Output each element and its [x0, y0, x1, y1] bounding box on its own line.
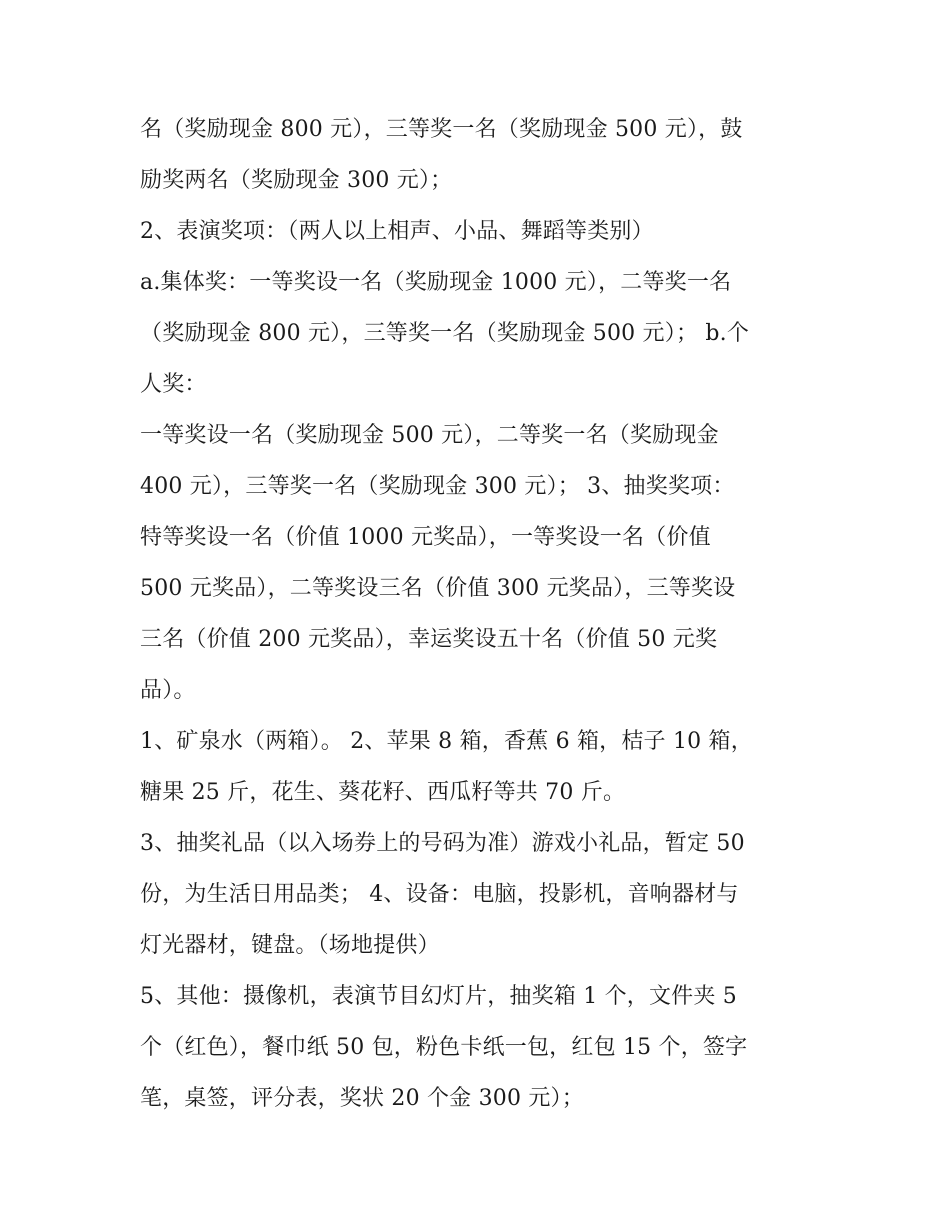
text-line: 品）。 [140, 678, 196, 703]
text-line: 三名（价值 200 元奖品），幸运奖设五十名（价值 50 元奖 [140, 627, 718, 652]
text-line: 灯光器材，键盘。（场地提供） [140, 933, 440, 958]
text-line: 人奖： [140, 372, 207, 397]
text-line: 特等奖设一名（价值 1000 元奖品），一等奖设一名（价值 [140, 525, 711, 550]
text-line: 份，为生活日用品类； 4、设备：电脑，投影机，音响器材与 [140, 882, 739, 907]
text-line: 3、抽奖礼品（以入场券上的号码为准）游戏小礼品，暂定 50 [140, 831, 745, 856]
text-line: 500 元奖品），二等奖设三名（价值 300 元奖品），三等奖设 [140, 576, 736, 601]
text-line: 5、其他：摄像机，表演节目幻灯片，抽奖箱 1 个，文件夹 5 [140, 984, 737, 1009]
text-line: 1、矿泉水（两箱）。 2、苹果 8 箱，香蕉 6 箱，桔子 10 箱， [140, 729, 753, 754]
text-line: 励奖两名（奖励现金 300 元）； [140, 168, 453, 193]
text-line: a.集体奖：一等奖设一名（奖励现金 1000 元），二等奖一名 [140, 270, 732, 295]
text-line: 个（红色），餐巾纸 50 包，粉色卡纸一包，红包 15 个，签字 [140, 1035, 748, 1060]
text-line: 糖果 25 斤，花生、葵花籽、西瓜籽等共 70 斤。 [140, 780, 626, 805]
text-line: 笔，桌签，评分表，奖状 20 个金 300 元）； [140, 1086, 584, 1111]
text-line: （奖励现金 800 元），三等奖一名（奖励现金 500 元）； b.个 [140, 321, 750, 346]
document-body [140, 104, 820, 1124]
text-line: 名（奖励现金 800 元），三等奖一名（奖励现金 500 元），鼓 [140, 117, 743, 142]
text-line: 一等奖设一名（奖励现金 500 元），二等奖一名（奖励现金 [140, 423, 719, 448]
text-line: 400 元），三等奖一名（奖励现金 300 元）； 3、抽奖奖项： [140, 474, 735, 499]
text-line: 2、表演奖项：（两人以上相声、小品、舞蹈等类别） [140, 219, 654, 244]
